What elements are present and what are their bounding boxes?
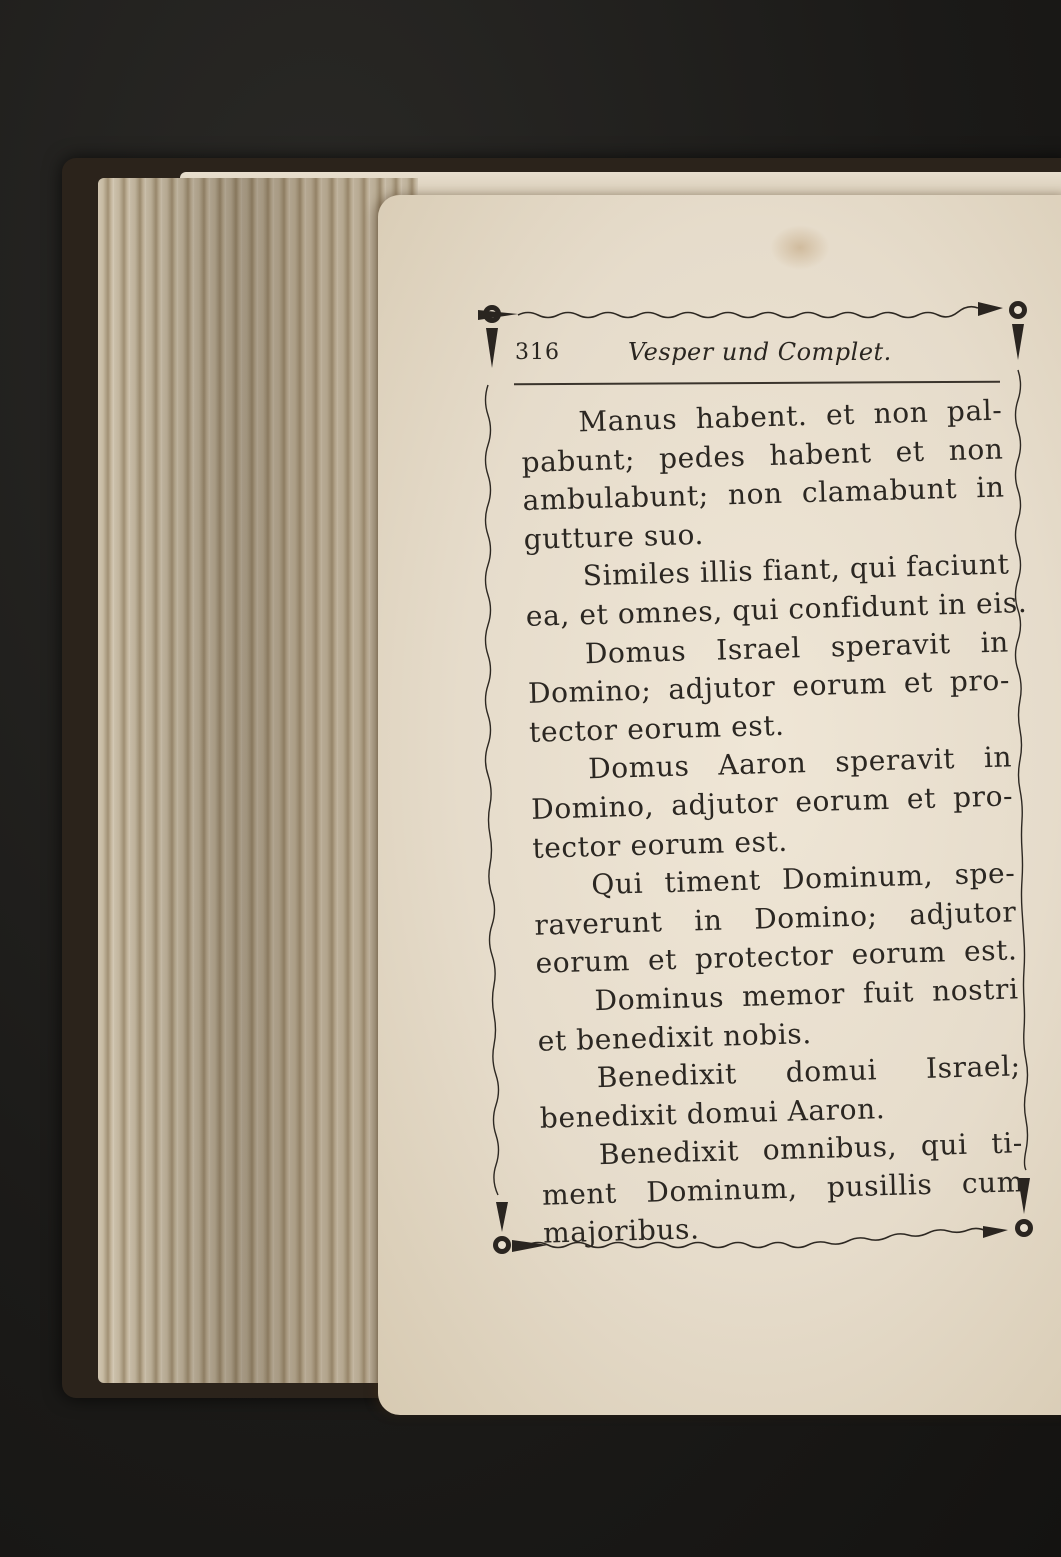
text-line: pabunt; pedes habent et non	[521, 432, 1004, 479]
text-line: gutture suo.	[523, 517, 705, 556]
page-edge-shading	[98, 178, 418, 1383]
text-line: Benedixit omnibus, qui ti-	[598, 1126, 1024, 1172]
page-number: 316	[515, 340, 560, 365]
text-line: Domino; adjutor eorum et pro-	[527, 663, 1011, 711]
page-stain	[770, 225, 830, 270]
text-line: ment Dominum, pusillis cum	[541, 1165, 1025, 1212]
text-line: Similes illis fiant, qui faciunt	[582, 547, 1010, 593]
text-line: Benedixit domui Israel;	[596, 1049, 1022, 1095]
text-line: Qui timent Dominum, spe-	[590, 856, 1016, 902]
text-line: majoribus.	[542, 1212, 700, 1251]
text-line: tector eorum est.	[531, 824, 789, 865]
text-line: et benedixit nobis.	[537, 1016, 813, 1058]
text-line: Domino, adjutor eorum et pro-	[530, 779, 1014, 826]
body-text	[520, 392, 1026, 1254]
text-line: Dominus memor fuit nostri	[594, 972, 1019, 1018]
text-line: eorum et protector eorum est.	[535, 933, 1018, 981]
text-line: benedixit domui Aaron.	[539, 1091, 886, 1135]
text-line: ambulabunt; non clamabunt in	[522, 470, 1005, 518]
text-line: Domus Aaron speravit in	[587, 740, 1013, 786]
running-head: Vesper und Complet.	[628, 338, 892, 366]
text-line: Manus habent. et non pal-	[578, 393, 1003, 439]
text-line: tector eorum est.	[528, 708, 785, 749]
text-line: raverunt in Domino; adjutor	[534, 895, 1017, 942]
text-line: Domus Israel speravit in	[584, 625, 1010, 670]
text-line: ea, et omnes, qui confidunt in eis.	[525, 585, 1028, 633]
